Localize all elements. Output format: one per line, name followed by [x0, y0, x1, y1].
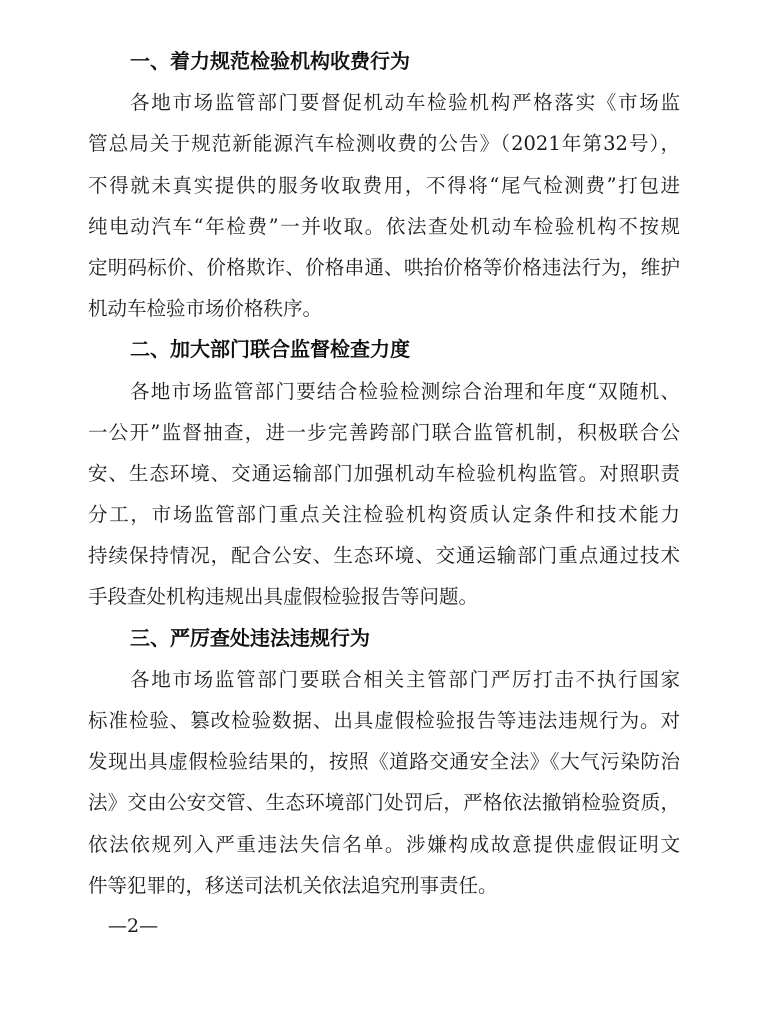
paragraph-1 [88, 82, 680, 329]
paragraph-line: 标准检验、篡改检验数据、出具虚假检验报告等违法违规行为。对 [88, 709, 680, 732]
paragraph-line: 发现出具虚假检验结果的，按照《道路交通安全法》《大气污染防治 [88, 750, 680, 774]
page-number: —2— [108, 914, 159, 937]
paragraph-line: 定明码标价、价格欺诈、价格串通、哄抬价格等价格违法行为，维护 [88, 255, 680, 279]
paragraph-2 [88, 371, 680, 618]
paragraph-line: 一公开”监督抽查，进一步完善跨部门联合监管机制，积极联合公 [88, 420, 680, 444]
paragraph-line: 件等犯罪的，移送司法机关依法追究刑事责任。 [88, 873, 498, 897]
paragraph-line: 安、生态环境、交通运输部门加强机动车检验机构监管。对照职责 [88, 461, 680, 485]
paragraph-line: 不得就未真实提供的服务收取费用，不得将“尾气检测费”打包进 [88, 173, 680, 197]
section-heading-2: 二、加大部门联合监督检查力度 [130, 337, 410, 362]
paragraph-line: 各地市场监管部门要督促机动车检验机构严格落实《市场监 [130, 91, 680, 115]
paragraph-line: 法》交由公安交管、生态环境部门处罚后，严格依法撤销检验资质， [88, 791, 680, 815]
paragraph-line: 机动车检验市场价格秩序。 [88, 297, 323, 321]
paragraph-line: 依法依规列入严重违法失信名单。涉嫌构成故意提供虚假证明文 [88, 832, 680, 856]
paragraph-line: 各地市场监管部门要结合检验检测综合治理和年度“双随机、 [130, 379, 680, 403]
paragraph-line: 各地市场监管部门要联合相关主管部门严厉打击不执行国家 [130, 667, 680, 691]
paragraph-line: 分工，市场监管部门重点关注检验机构资质认定条件和技术能力 [88, 503, 680, 527]
paragraph-line: 管总局关于规范新能源汽车检测收费的公告》（2021年第32号）， [88, 132, 680, 156]
paragraph-line: 手段查处机构违规出具虚假检验报告等问题。 [88, 585, 479, 609]
paragraph-line: 纯电动汽车“年检费”一并收取。依法查处机动车检验机构不按规 [88, 214, 680, 238]
section-heading-3: 三、严厉查处违法违规行为 [130, 625, 370, 650]
section-heading-1: 一、着力规范检验机构收费行为 [130, 49, 410, 73]
paragraph-3 [88, 659, 680, 906]
paragraph-line: 持续保持情况，配合公安、生态环境、交通运输部门重点通过技术 [88, 544, 680, 568]
